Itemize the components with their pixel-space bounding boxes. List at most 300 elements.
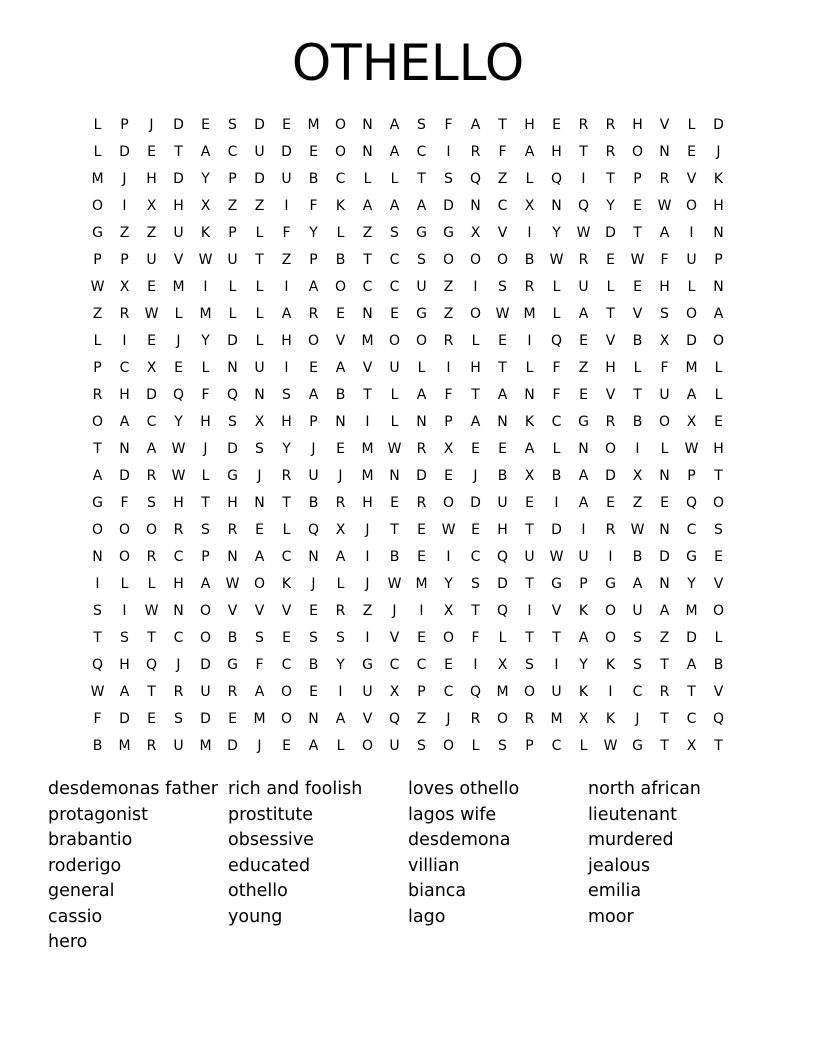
grid-letter: M	[361, 333, 374, 349]
grid-letter: E	[471, 522, 480, 538]
grid-letter: L	[552, 279, 561, 295]
grid-letter: R	[146, 468, 157, 484]
grid-letter: A	[470, 117, 481, 133]
grid-letter: D	[443, 198, 454, 214]
grid-letter: P	[93, 252, 102, 268]
grid-letter: U	[659, 387, 670, 403]
grid-letter: O	[334, 144, 347, 160]
grid-letter: U	[200, 684, 211, 700]
grid-letter: W	[684, 441, 699, 457]
grid-letter: H	[497, 522, 508, 538]
grid-letter: H	[659, 279, 670, 295]
grid-letter: U	[254, 144, 265, 160]
grid-letter: R	[659, 684, 670, 700]
grid-letter: H	[173, 495, 184, 511]
grid-letter: Q	[550, 171, 563, 187]
grid-letter: T	[363, 252, 372, 268]
grid-letter: M	[199, 306, 212, 322]
grid-letter: H	[713, 198, 724, 214]
grid-letter: R	[335, 495, 346, 511]
grid-letter: H	[713, 441, 724, 457]
grid-letter: K	[335, 198, 346, 214]
grid-letter: L	[282, 522, 291, 538]
grid-letter: N	[119, 441, 130, 457]
grid-letter: F	[552, 387, 561, 403]
grid-letter: N	[497, 414, 508, 430]
grid-letter: A	[119, 414, 130, 430]
grid-letter: I	[527, 225, 532, 241]
grid-letter: Y	[336, 657, 345, 673]
grid-letter: V	[686, 171, 697, 187]
grid-letter: J	[365, 522, 370, 538]
grid-letter: V	[713, 576, 724, 592]
grid-letter: L	[201, 360, 210, 376]
grid-letter: E	[147, 144, 156, 160]
word-bank-item: brabantio	[48, 830, 133, 850]
grid-letter: R	[416, 441, 427, 457]
grid-letter: T	[525, 522, 534, 538]
grid-letter: J	[446, 711, 451, 727]
grid-letter: W	[90, 279, 105, 295]
grid-letter: E	[417, 630, 426, 646]
grid-letter: N	[254, 387, 265, 403]
grid-letter: O	[604, 603, 617, 619]
grid-row	[84, 274, 732, 301]
grid-letter: S	[498, 279, 507, 295]
grid-letter: O	[388, 333, 401, 349]
grid-letter: D	[416, 468, 427, 484]
grid-letter: T	[147, 684, 156, 700]
grid-row	[84, 193, 732, 220]
grid-row	[84, 571, 732, 598]
grid-letter: O	[685, 198, 698, 214]
grid-letter: H	[146, 171, 157, 187]
grid-letter: A	[659, 225, 670, 241]
grid-letter: Z	[659, 630, 670, 646]
grid-letter: A	[389, 117, 400, 133]
grid-letter: Q	[496, 549, 509, 565]
grid-letter: C	[173, 549, 184, 565]
grid-letter: T	[579, 144, 588, 160]
grid-letter: W	[225, 576, 240, 592]
grid-letter: L	[417, 360, 426, 376]
grid-letter: C	[470, 549, 481, 565]
grid-letter: F	[444, 387, 453, 403]
grid-letter: Q	[145, 657, 158, 673]
grid-letter: E	[660, 495, 669, 511]
grid-row	[84, 733, 732, 760]
grid-letter: J	[176, 657, 181, 673]
grid-letter: P	[687, 468, 696, 484]
grid-letter: N	[416, 414, 427, 430]
grid-letter: N	[362, 306, 373, 322]
grid-letter: D	[605, 225, 616, 241]
grid-letter: N	[524, 387, 535, 403]
grid-row	[84, 247, 732, 274]
grid-letter: H	[281, 414, 292, 430]
grid-letter: T	[498, 117, 507, 133]
grid-letter: B	[632, 414, 643, 430]
grid-letter: W	[387, 576, 402, 592]
grid-letter: D	[713, 117, 724, 133]
grid-letter: J	[311, 441, 316, 457]
grid-letter: S	[471, 576, 480, 592]
grid-letter: A	[524, 441, 535, 457]
grid-letter: F	[255, 657, 264, 673]
grid-letter: A	[632, 576, 643, 592]
grid-letter: L	[714, 630, 723, 646]
grid-letter: O	[199, 630, 212, 646]
grid-letter: I	[446, 360, 451, 376]
grid-letter: J	[392, 603, 397, 619]
grid-letter: M	[415, 576, 428, 592]
grid-letter: E	[147, 333, 156, 349]
grid-letter: X	[200, 198, 211, 214]
grid-letter: B	[335, 387, 346, 403]
grid-letter: N	[227, 549, 238, 565]
grid-letter: L	[633, 360, 642, 376]
grid-letter: Z	[281, 252, 292, 268]
grid-letter: R	[227, 684, 238, 700]
grid-letter: V	[389, 630, 400, 646]
grid-letter: E	[390, 306, 399, 322]
grid-letter: T	[525, 630, 534, 646]
grid-letter: X	[659, 333, 670, 349]
grid-letter: A	[416, 198, 427, 214]
grid-letter: E	[714, 414, 723, 430]
grid-letter: O	[253, 576, 266, 592]
grid-letter: D	[686, 630, 697, 646]
grid-letter: V	[605, 333, 616, 349]
grid-row	[84, 706, 732, 733]
grid-letter: V	[254, 603, 265, 619]
grid-letter: H	[119, 657, 130, 673]
grid-letter: E	[336, 441, 345, 457]
grid-letter: K	[281, 576, 292, 592]
grid-letter: H	[200, 414, 211, 430]
grid-letter: C	[551, 738, 562, 754]
grid-letter: P	[120, 117, 129, 133]
grid-letter: L	[93, 117, 102, 133]
grid-letter: J	[122, 171, 127, 187]
grid-letter: F	[282, 225, 291, 241]
grid-letter: A	[92, 468, 103, 484]
grid-letter: C	[686, 522, 697, 538]
grid-letter: N	[659, 522, 670, 538]
grid-letter: L	[93, 333, 102, 349]
grid-row	[84, 679, 732, 706]
grid-letter: M	[496, 684, 509, 700]
grid-letter: X	[578, 711, 589, 727]
grid-letter: B	[713, 657, 724, 673]
grid-letter: D	[497, 576, 508, 592]
grid-letter: Z	[92, 306, 103, 322]
grid-letter: X	[524, 468, 535, 484]
grid-letter: A	[389, 144, 400, 160]
word-bank-item: lagos wife	[408, 804, 497, 825]
word-bank-item: loves othello	[408, 779, 520, 799]
grid-letter: Z	[416, 711, 427, 727]
word-bank-item: lieutenant	[588, 804, 677, 825]
grid-letter: C	[227, 144, 238, 160]
grid-letter: H	[632, 117, 643, 133]
grid-letter: T	[660, 657, 669, 673]
word-bank-item: young	[228, 906, 283, 927]
grid-letter: O	[496, 711, 509, 727]
grid-letter: W	[387, 441, 402, 457]
grid-letter: S	[633, 630, 642, 646]
grid-letter: B	[524, 252, 535, 268]
grid-letter: B	[632, 549, 643, 565]
grid-letter: A	[497, 387, 508, 403]
grid-letter: P	[201, 549, 210, 565]
grid-letter: E	[282, 117, 291, 133]
grid-letter: V	[497, 225, 508, 241]
grid-letter: X	[119, 279, 130, 295]
grid-letter: C	[497, 198, 508, 214]
grid-letter: N	[389, 468, 400, 484]
grid-letter: O	[442, 252, 455, 268]
grid-letter: S	[390, 225, 399, 241]
grid-letter: I	[338, 684, 343, 700]
grid-letter: P	[309, 414, 318, 430]
grid-letter: X	[632, 468, 643, 484]
grid-letter: N	[713, 225, 724, 241]
grid-letter: O	[118, 522, 131, 538]
grid-letter: K	[200, 225, 211, 241]
grid-letter: L	[552, 306, 561, 322]
grid-letter: K	[578, 603, 589, 619]
grid-letter: G	[92, 495, 103, 511]
grid-letter: A	[416, 387, 427, 403]
grid-letter: U	[497, 495, 508, 511]
grid-letter: I	[608, 549, 613, 565]
grid-letter: O	[145, 522, 158, 538]
grid-letter: W	[576, 225, 591, 241]
grid-row	[84, 328, 732, 355]
grid-letter: E	[579, 387, 588, 403]
grid-letter: E	[498, 333, 507, 349]
grid-letter: U	[308, 468, 319, 484]
grid-letter: Q	[469, 171, 482, 187]
grid-letter: E	[633, 279, 642, 295]
grid-letter: E	[606, 252, 615, 268]
grid-letter: L	[174, 306, 183, 322]
grid-letter: N	[227, 360, 238, 376]
grid-letter: L	[390, 171, 399, 187]
grid-letter: J	[149, 117, 154, 133]
grid-letter: Y	[174, 414, 183, 430]
grid-letter: R	[470, 711, 481, 727]
grid-letter: A	[254, 549, 265, 565]
grid-letter: N	[308, 711, 319, 727]
grid-letter: Q	[712, 711, 725, 727]
word-bank-item: lago	[408, 906, 446, 927]
grid-letter: O	[712, 495, 725, 511]
grid-letter: B	[227, 630, 238, 646]
grid-letter: Q	[172, 387, 185, 403]
grid-letter: L	[201, 468, 210, 484]
grid-letter: D	[227, 333, 238, 349]
grid-letter: Y	[201, 171, 210, 187]
grid-letter: W	[441, 522, 456, 538]
grid-letter: O	[280, 684, 293, 700]
grid-letter: S	[417, 117, 426, 133]
grid-letter: S	[444, 171, 453, 187]
grid-letter: W	[171, 468, 186, 484]
grid-letter: Z	[227, 198, 238, 214]
grid-letter: I	[122, 603, 127, 619]
grid-letter: B	[308, 657, 319, 673]
grid-letter: E	[282, 738, 291, 754]
word-bank-item: protagonist	[48, 804, 148, 825]
grid-letter: W	[495, 306, 510, 322]
grid-letter: L	[255, 333, 264, 349]
grid-row	[84, 598, 732, 625]
grid-letter: T	[93, 630, 102, 646]
word-bank-item: hero	[48, 932, 88, 952]
grid-letter: M	[523, 306, 536, 322]
grid-letter: T	[417, 171, 426, 187]
grid-letter: L	[228, 279, 237, 295]
grid-letter: Y	[201, 333, 210, 349]
grid-letter: I	[284, 198, 289, 214]
grid-letter: L	[390, 414, 399, 430]
grid-letter: U	[254, 360, 265, 376]
grid-letter: R	[605, 144, 616, 160]
grid-letter: F	[660, 360, 669, 376]
grid-letter: N	[551, 198, 562, 214]
grid-letter: D	[686, 333, 697, 349]
grid-letter: U	[389, 360, 400, 376]
grid-letter: C	[416, 657, 427, 673]
grid-letter: B	[389, 549, 400, 565]
grid-letter: M	[172, 279, 185, 295]
grid-letter: G	[92, 225, 103, 241]
grid-letter: J	[473, 468, 478, 484]
grid-letter: E	[309, 144, 318, 160]
grid-letter: X	[443, 441, 454, 457]
grid-letter: F	[93, 711, 102, 727]
grid-letter: T	[687, 684, 696, 700]
grid-letter: O	[91, 198, 104, 214]
grid-letter: E	[390, 495, 399, 511]
grid-letter: R	[227, 522, 238, 538]
grid-letter: I	[365, 630, 370, 646]
grid-letter: I	[608, 684, 613, 700]
grid-letter: G	[416, 225, 427, 241]
grid-letter: Z	[632, 495, 643, 511]
grid-letter: R	[416, 495, 427, 511]
grid-letter: Q	[685, 495, 698, 511]
grid-letter: I	[419, 603, 424, 619]
grid-letter: S	[309, 630, 318, 646]
grid-letter: E	[417, 522, 426, 538]
grid-letter: I	[284, 279, 289, 295]
grid-letter: A	[146, 441, 157, 457]
grid-letter: E	[714, 549, 723, 565]
grid-letter: F	[444, 117, 453, 133]
grid-row	[84, 517, 732, 544]
grid-letter: H	[524, 117, 535, 133]
grid-letter: B	[551, 468, 562, 484]
grid-letter: T	[633, 387, 642, 403]
grid-letter: A	[686, 657, 697, 673]
grid-letter: W	[144, 603, 159, 619]
grid-letter: Z	[146, 225, 157, 241]
grid-letter: P	[120, 252, 129, 268]
grid-letter: L	[471, 738, 480, 754]
grid-letter: I	[203, 279, 208, 295]
grid-letter: W	[549, 549, 564, 565]
grid-letter: H	[362, 495, 373, 511]
grid-letter: I	[365, 549, 370, 565]
grid-letter: Z	[254, 198, 265, 214]
grid-letter: Z	[362, 603, 373, 619]
grid-letter: O	[631, 144, 644, 160]
grid-letter: S	[228, 117, 237, 133]
grid-letter: O	[496, 252, 509, 268]
grid-letter: E	[309, 360, 318, 376]
grid-letter: G	[227, 468, 238, 484]
grid-letter: E	[147, 711, 156, 727]
grid-letter: P	[579, 576, 588, 592]
grid-letter: N	[362, 144, 373, 160]
grid-letter: C	[443, 684, 454, 700]
grid-letter: A	[578, 630, 589, 646]
grid-letter: L	[255, 306, 264, 322]
grid-letter: P	[444, 414, 453, 430]
grid-letter: T	[660, 738, 669, 754]
grid-row	[84, 544, 732, 571]
grid-letter: D	[119, 711, 130, 727]
grid-letter: T	[174, 144, 183, 160]
grid-letter: F	[498, 144, 507, 160]
grid-letter: T	[147, 630, 156, 646]
grid-letter: K	[605, 711, 616, 727]
grid-letter: M	[307, 117, 320, 133]
grid-letter: X	[497, 657, 508, 673]
grid-letter: C	[389, 252, 400, 268]
grid-letter: C	[281, 657, 292, 673]
grid-letter: M	[361, 468, 374, 484]
grid-row	[84, 625, 732, 652]
grid-letter: R	[173, 684, 184, 700]
grid-letter: H	[605, 360, 616, 376]
grid-letter: L	[336, 225, 345, 241]
grid-letter: A	[308, 387, 319, 403]
word-bank-item: murdered	[588, 830, 674, 850]
grid-letter: L	[498, 630, 507, 646]
grid-row	[84, 490, 732, 517]
grid-letter: X	[146, 360, 157, 376]
grid-letter: B	[92, 738, 103, 754]
grid-letter: A	[335, 360, 346, 376]
grid-letter: I	[95, 576, 100, 592]
grid-letter: L	[228, 306, 237, 322]
word-bank-item: othello	[228, 881, 288, 901]
grid-letter: V	[659, 117, 670, 133]
grid-letter: X	[254, 414, 265, 430]
word-bank	[48, 777, 768, 956]
grid-letter: P	[633, 171, 642, 187]
grid-letter: R	[659, 171, 670, 187]
grid-letter: J	[716, 144, 721, 160]
grid-letter: S	[498, 738, 507, 754]
grid-letter: O	[469, 306, 482, 322]
grid-letter: F	[120, 495, 129, 511]
grid-letter: B	[335, 252, 346, 268]
